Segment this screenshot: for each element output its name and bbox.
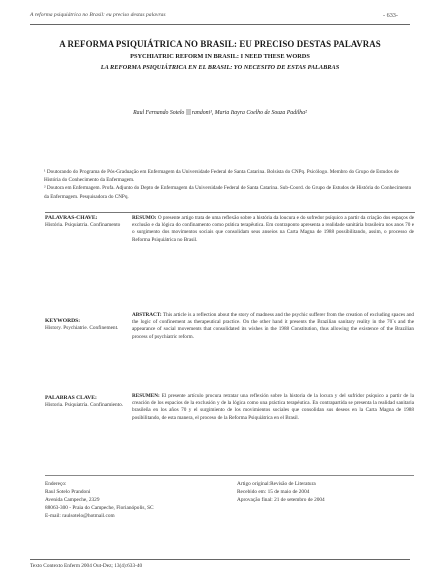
keywords-block-es (45, 395, 125, 409)
affiliations (44, 168, 414, 201)
section-rule (45, 212, 415, 213)
abstract-block-pt (132, 215, 414, 244)
title-english: PSYCHIATRIC REFORM IN BRASIL: I NEED THESE WORDS (130, 53, 310, 60)
abstract-heading: RESUMEN: (132, 393, 160, 399)
article-dates (237, 480, 417, 504)
text-cursor-marker (186, 109, 191, 115)
keywords-text: Historia. Psiquiatría. Confinamiento. (45, 402, 124, 408)
abstract-heading: ABSTRACT: (132, 312, 162, 318)
journal-reference: Texto Contexto Enferm 2004 Out-Dez; 13(4):633-40 (30, 563, 143, 569)
keywords-heading: PALAVRAS-CHAVE: (45, 215, 98, 221)
keywords-heading: KEYWORDS: (45, 318, 81, 324)
correspondence-address (45, 480, 225, 520)
author-1-end: randoni¹, (191, 110, 214, 116)
affiliation-1: ¹ Doutorando do Programa de Pós-Graduação em Enfermagem da Universidade Federal de Santa Catarina. Bolsista do CNPq. Psicólogo. Membro do Grupo de Estudos de História do Conhecimento da Enfermagem. (44, 169, 399, 184)
address-email: E-mail: raulsotelo@hotmail.com (45, 513, 115, 520)
keywords-block-pt (45, 215, 125, 229)
running-title: A reforma psiquiátrica no Brasil: eu preciso destas palavras (30, 12, 166, 18)
abstract-text: El presente artículo procura retratar una reflexión sobre la historia de la locura y del sufridor psíquico a partir de la creación de los espacios de la exclusión y de la lógica como una práctica terapéutica. En contrapartida se presenta la realidad sanitaria brasileña en los años 70 y el surgimiento de los movimientos sociales que consolidan sus deseos en la Carta Magna de 1988 posibilitando, de esta manera, el proceso de la Reforma Psiquiátrica en el Brasil. (132, 393, 414, 421)
abstract-block-en (132, 312, 414, 341)
title-spanish: LA REFORMA PSIQUIÁTRICA EN EL BRASIL: YO NECESITO DE ESTAS PALABRAS (100, 64, 340, 71)
address-label: Endereço: (45, 481, 67, 487)
keywords-heading: PALABRAS CLAVE: (45, 395, 97, 401)
author-2: Maria Itayra Coelho de Souza Padilha² (214, 110, 307, 116)
header-rule (30, 24, 410, 25)
footer-rule (30, 559, 410, 560)
abstract-block-es (132, 393, 414, 422)
page-number: - 633- (383, 12, 398, 19)
address-line: Avenida Campeche, 2329 (45, 497, 100, 504)
keywords-text: História. Psiquiatria. Confinamento (45, 222, 121, 228)
article-type: Artigo original:Revisão de Literatura (237, 481, 316, 487)
address-line: 88063-300 - Praia do Campeche, Florianópolis, SC (45, 505, 154, 512)
abstract-heading: RESUMO: (132, 215, 157, 221)
keywords-block-en (45, 318, 125, 332)
received-date: Recebido em: 15 de maio de 2004 (237, 489, 310, 496)
approval-date: Aprovação final: 21 de setembro de 2004 (237, 497, 325, 504)
footer-info-rule (45, 475, 414, 476)
keywords-text: History. Psychiatrie. Confinement. (45, 325, 119, 331)
address-line: Raul Sotelo Prandoni (45, 489, 91, 496)
abstract-text: O presente artigo trata de uma reflexão sobre a história da loucura e do sofredor psíquico a partir da criação dos espaços de exclusão e da lógica do confinamento como prática terapêutica. Em contraponto apresenta a realidade sanitária brasileira nos anos 70 e o surgimento dos movimentos sociais que consolidam seus anseios na Carta Magna de 1988 possibilitando, assim, o processo de Reforma Psiquiátrica no Brasil. (132, 215, 414, 243)
author-1: Raul Fernando Sotelo (133, 110, 185, 116)
affiliation-2: ² Doutora em Enfermagem. Profa. Adjunto do Depto de Enfermagem da Universidade Federal de Santa Catarina. Sub-Coord. do Grupo de Estudos de História do Conhecimento da Enfermagem. Pesquisadora do CNPq. (44, 185, 412, 200)
abstract-text: This article is a reflection about the story of madness and the psychic sufferer from the creation of excluding spaces and the logic of confinement as therapeutical practice. On the other hand it presents the Brazilian sanitary reality in the 70´s and the appearance of social movements that consolidated its wishes in the 1988 Constitution, thus allowing the existence of the Brazilian process of psychiatric reform. (132, 312, 415, 340)
title-portuguese: A REFORMA PSIQUIÁTRICA NO BRASIL: EU PRECISO DESTAS PALAVRAS (59, 39, 381, 49)
authors (30, 109, 410, 116)
